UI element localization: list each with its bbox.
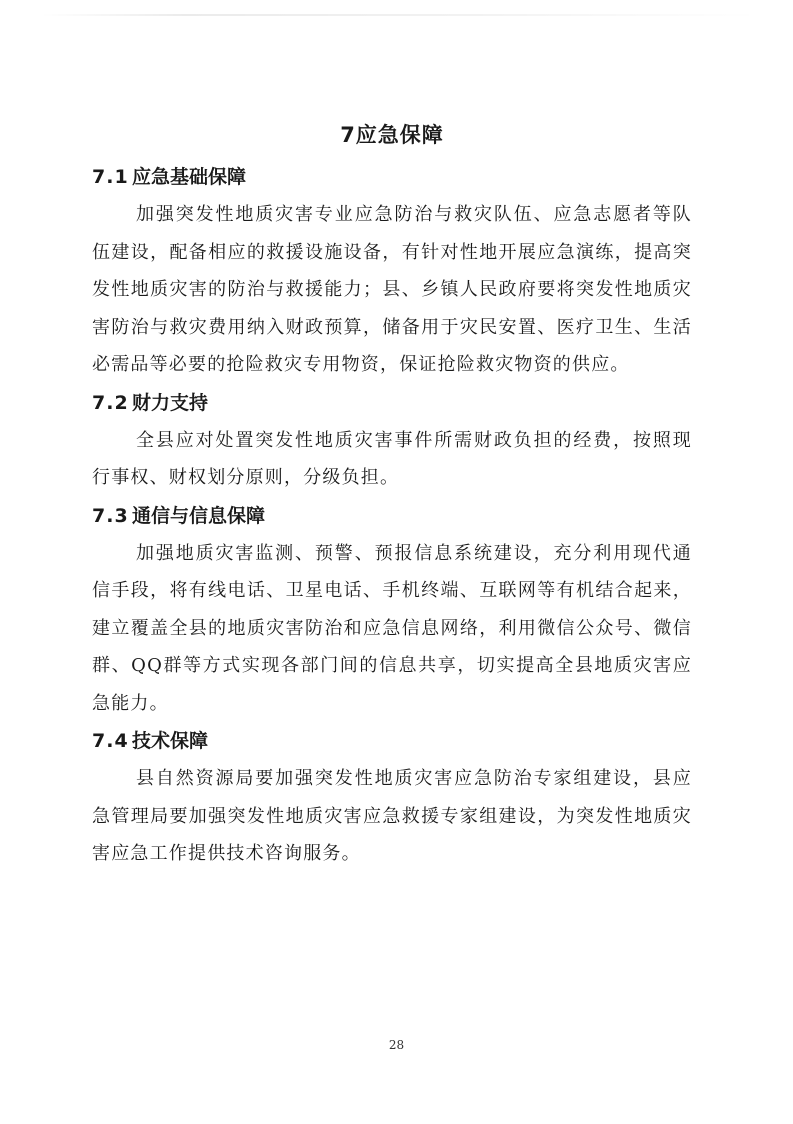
section-7-4 (92, 722, 692, 873)
section-paragraph: 县自然资源局要加强突发性地质灾害应急防治专家组建设，县应急管理局要加强突发性地质灾害应急救援专家组建设，为突发性地质灾害应急工作提供技术咨询服务。 (92, 768, 692, 864)
page-number: 28 (388, 1038, 405, 1052)
scan-edge-shadow (40, 14, 760, 16)
section-number: 7.3 (92, 504, 129, 527)
section-paragraph: 全县应对处置突发性地质灾害事件所需财政负担的经费，按照现行事权、财权划分原则，分级负担。 (92, 429, 692, 488)
section-7-2 (92, 384, 692, 497)
section-title: 财力支持 (132, 391, 209, 414)
document-page (92, 118, 692, 873)
section-heading (92, 497, 692, 535)
section-7-1 (92, 158, 692, 384)
section-heading (92, 384, 692, 422)
section-heading (92, 158, 692, 196)
section-7-3 (92, 497, 692, 723)
section-title: 技术保障 (132, 730, 209, 752)
chapter-title: 7应急保障 (340, 123, 444, 147)
section-title: 应急基础保障 (132, 166, 247, 188)
section-number: 7.4 (92, 730, 129, 752)
section-title: 通信与信息保障 (132, 504, 266, 527)
section-number: 7.2 (92, 391, 129, 414)
section-paragraph: 加强突发性地质灾害专业应急防治与救灾队伍、应急志愿者等队伍建设，配备相应的救援设施设备，有针对性地开展应急演练，提高突发性地质灾害的防治与救援能力；县、乡镇人民政府要将突发性地质灾害防治与救灾费用纳入财政预算，储备用于灾民安置、医疗卫生、生活必需品等必要的抢险救灾专用物资，保证抢险救灾物资的供应。 (92, 204, 692, 375)
section-paragraph: 加强地质灾害监测、预警、预报信息系统建设，充分利用现代通信手段，将有线电话、卫星电话、手机终端、互联网等有机结合起来，建立覆盖全县的地质灾害防治和应急信息网络，利用微信公众号、微信群、QQ群等方式实现各部门间的信息共享，切实提高全县地质灾害应急能力。 (92, 542, 692, 714)
section-number: 7.1 (92, 166, 129, 188)
section-heading (92, 722, 692, 760)
